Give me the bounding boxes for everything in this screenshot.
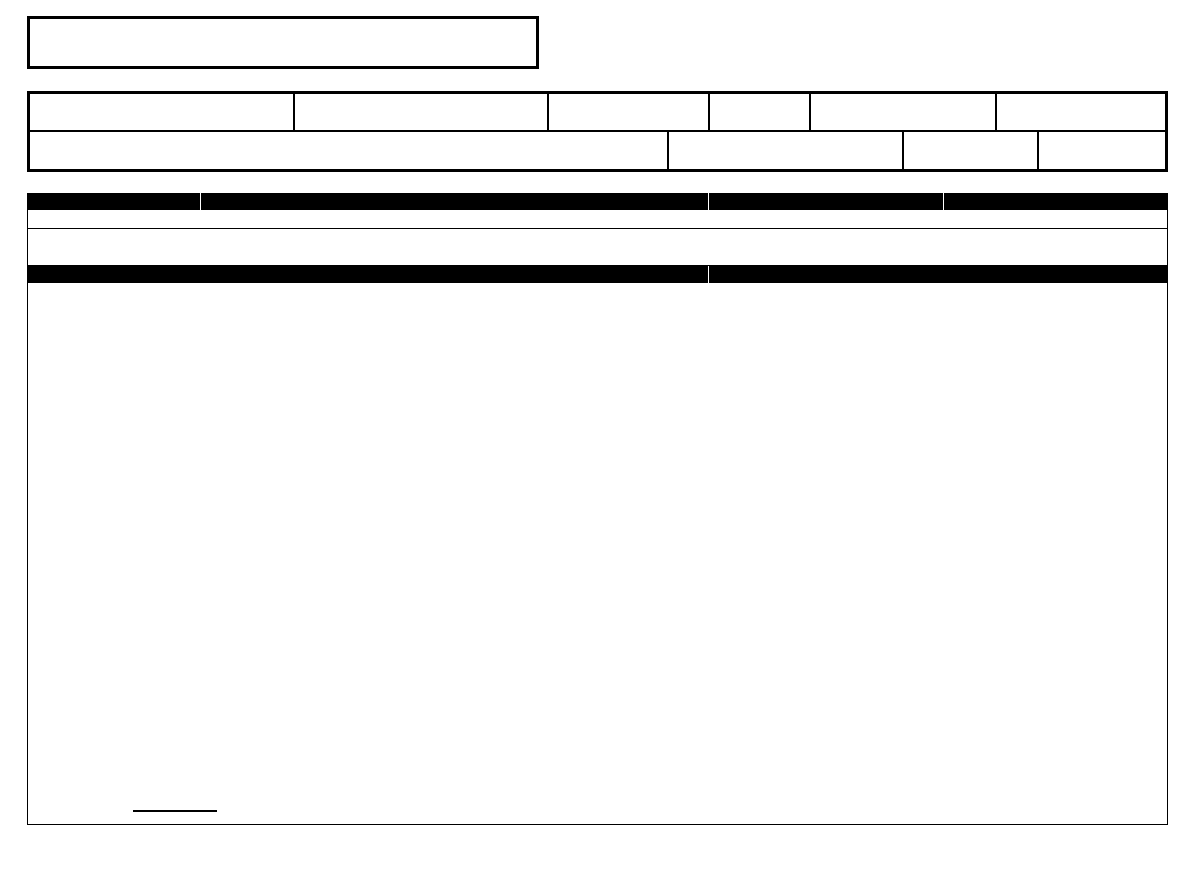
hours-band xyxy=(27,266,1168,283)
info-divider xyxy=(27,130,1168,132)
title-box xyxy=(27,16,539,69)
hours-section xyxy=(27,266,1168,825)
rate-band xyxy=(27,193,1168,210)
employee-info-block xyxy=(27,91,1168,172)
quarter-input-line[interactable] xyxy=(133,810,217,812)
